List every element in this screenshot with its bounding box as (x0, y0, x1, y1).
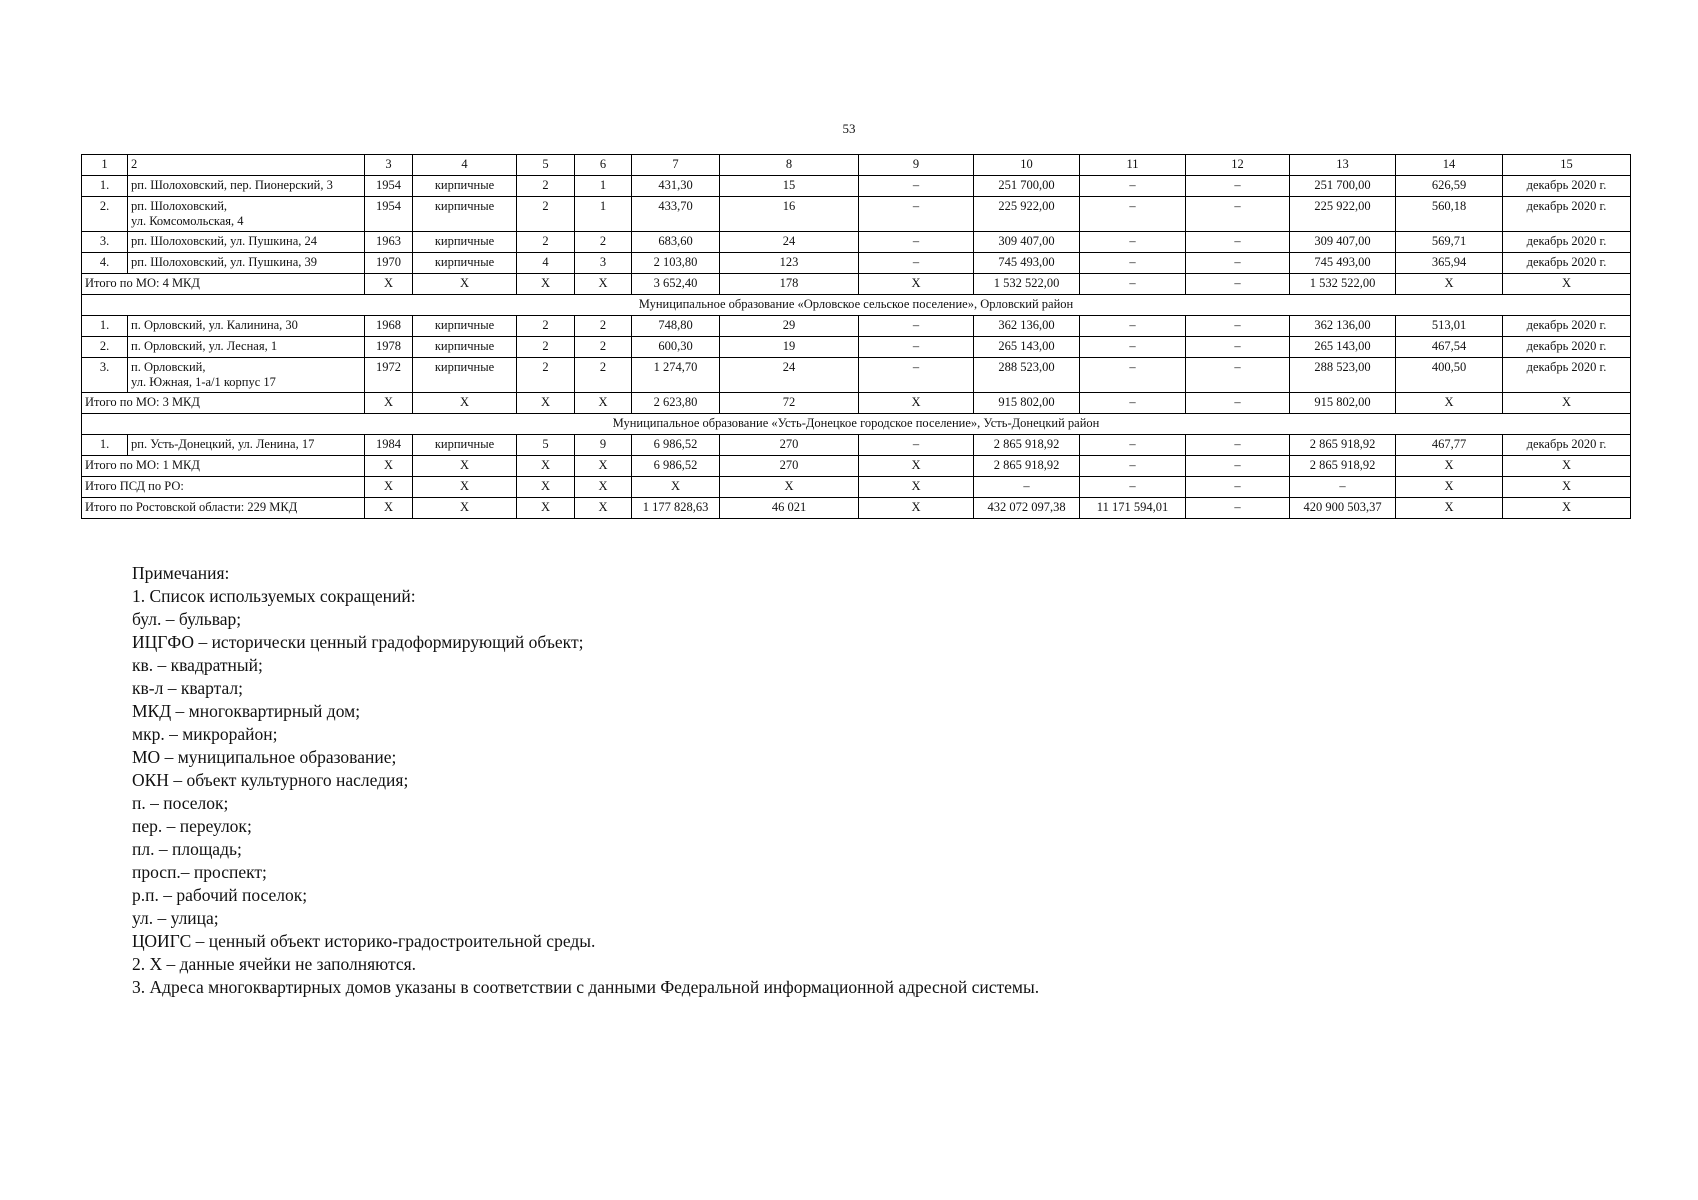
table-cell: 420 900 503,37 (1290, 498, 1396, 519)
table-cell: п. Орловский, ул. Калинина, 30 (128, 316, 365, 337)
table-cell: декабрь 2020 г. (1503, 316, 1631, 337)
table-cell: 2 (575, 316, 632, 337)
table-cell: – (1080, 176, 1186, 197)
table-cell: 1954 (365, 197, 413, 232)
table-cell: 11 (1080, 155, 1186, 176)
table-cell: – (1186, 393, 1290, 414)
table-cell: 1 (575, 197, 632, 232)
table-cell: – (1080, 316, 1186, 337)
table-cell: 4. (82, 253, 128, 274)
table-row (82, 232, 1631, 253)
table-cell: 467,77 (1396, 435, 1503, 456)
table-cell: 6 986,52 (632, 435, 720, 456)
note-line: 1. Список используемых сокращений: (132, 586, 416, 606)
table-cell: – (1080, 358, 1186, 393)
table-cell: 1968 (365, 316, 413, 337)
table-cell: X (859, 456, 974, 477)
table-cell: 2 (517, 358, 575, 393)
table-cell: – (859, 197, 974, 232)
note-line: п. – поселок; (132, 793, 229, 813)
table-cell: кирпичные (413, 176, 517, 197)
table-cell: 24 (720, 358, 859, 393)
table-cell: 11 171 594,01 (1080, 498, 1186, 519)
table-cell: 2 (575, 337, 632, 358)
table-cell: кирпичные (413, 435, 517, 456)
table-cell: 2 865 918,92 (974, 435, 1080, 456)
table-cell: – (1186, 176, 1290, 197)
table-cell: X (413, 393, 517, 414)
table-cell: рп. Усть-Донецкий, ул. Ленина, 17 (128, 435, 365, 456)
notes-heading: Примечания: (132, 563, 230, 583)
table-cell: 3 (575, 253, 632, 274)
table-cell: – (1186, 316, 1290, 337)
table-row (82, 253, 1631, 274)
table-cell: – (1080, 435, 1186, 456)
table-row (82, 435, 1631, 456)
table-cell: 1. (82, 435, 128, 456)
table-cell: X (1396, 393, 1503, 414)
table-cell: 2. (82, 337, 128, 358)
table-cell: 1970 (365, 253, 413, 274)
table-cell: 3 (365, 155, 413, 176)
table-cell: 8 (720, 155, 859, 176)
table-cell: 72 (720, 393, 859, 414)
table-cell: 2 (517, 316, 575, 337)
table-cell: рп. Шолоховский, ул. Пушкина, 24 (128, 232, 365, 253)
table-cell: X (575, 456, 632, 477)
table-cell: – (1186, 232, 1290, 253)
table-cell: – (1186, 358, 1290, 393)
table-cell: 2 865 918,92 (974, 456, 1080, 477)
table-cell: 560,18 (1396, 197, 1503, 232)
table-cell: 915 802,00 (1290, 393, 1396, 414)
table-cell: – (1186, 197, 1290, 232)
subtotal-row (82, 456, 1631, 477)
table-cell: 1954 (365, 176, 413, 197)
table-cell: 251 700,00 (1290, 176, 1396, 197)
region-total-row (82, 498, 1631, 519)
table-cell: 123 (720, 253, 859, 274)
table-cell: 19 (720, 337, 859, 358)
table-cell: Итого по МО: 1 МКД (82, 456, 365, 477)
table-cell: 5 (517, 435, 575, 456)
table-cell: X (632, 477, 720, 498)
table-cell: – (1186, 337, 1290, 358)
table-cell: Итого по МО: 3 МКД (82, 393, 365, 414)
table-cell: 6 (575, 155, 632, 176)
table-cell: X (365, 456, 413, 477)
table-cell: – (859, 253, 974, 274)
note-line: просп.– проспект; (132, 862, 267, 882)
table-cell: декабрь 2020 г. (1503, 337, 1631, 358)
table-cell: X (413, 456, 517, 477)
table-row (82, 358, 1631, 393)
table-cell: Муниципальное образование «Усть-Донецкое городское поселение», Усть-Донецкий район (82, 414, 1631, 435)
table-cell: X (517, 498, 575, 519)
table-cell: X (575, 498, 632, 519)
table-cell: X (859, 498, 974, 519)
table-cell: 14 (1396, 155, 1503, 176)
table-cell: 569,71 (1396, 232, 1503, 253)
table-cell: 365,94 (1396, 253, 1503, 274)
table-cell: – (859, 316, 974, 337)
note-line: ЦОИГС – ценный объект историко-градостроительной среды. (132, 931, 596, 951)
table-cell: – (1080, 232, 1186, 253)
table-cell: X (1396, 456, 1503, 477)
table-cell: 4 (517, 253, 575, 274)
note-line: мкр. – микрорайон; (132, 724, 278, 744)
table-cell: X (1503, 477, 1631, 498)
table-cell: 2 623,80 (632, 393, 720, 414)
note-line: бул. – бульвар; (132, 609, 242, 629)
table-cell: – (1080, 197, 1186, 232)
table-cell: 15 (720, 176, 859, 197)
table-cell: 251 700,00 (974, 176, 1080, 197)
table-cell: X (859, 477, 974, 498)
table-cell: 915 802,00 (974, 393, 1080, 414)
table-cell: 1 274,70 (632, 358, 720, 393)
table-cell: 2 103,80 (632, 253, 720, 274)
table-cell: 3. (82, 358, 128, 393)
table-cell: X (1503, 274, 1631, 295)
table-cell: 225 922,00 (1290, 197, 1396, 232)
psd-total-row (82, 477, 1631, 498)
section-header-row (82, 414, 1631, 435)
table-cell: – (859, 337, 974, 358)
table-row (82, 197, 1631, 232)
table-cell: 2 865 918,92 (1290, 456, 1396, 477)
table-cell: 467,54 (1396, 337, 1503, 358)
note-line: кв. – квадратный; (132, 655, 263, 675)
table-cell: 270 (720, 435, 859, 456)
table-cell: кирпичные (413, 197, 517, 232)
table-cell: Итого по Ростовской области: 229 МКД (82, 498, 365, 519)
table-cell: 10 (974, 155, 1080, 176)
table-cell: рп. Шолоховский, ул. Комсомольская, 4 (128, 197, 365, 232)
table-cell: 24 (720, 232, 859, 253)
table-cell: X (365, 498, 413, 519)
table-cell: 432 072 097,38 (974, 498, 1080, 519)
note-line: МО – муниципальное образование; (132, 747, 397, 767)
table-cell: 1 532 522,00 (1290, 274, 1396, 295)
table-cell: 288 523,00 (974, 358, 1080, 393)
table-cell: 683,60 (632, 232, 720, 253)
table-cell: рп. Шолоховский, ул. Пушкина, 39 (128, 253, 365, 274)
table-cell: 1984 (365, 435, 413, 456)
table-cell: – (1186, 477, 1290, 498)
table-cell: 600,30 (632, 337, 720, 358)
table-cell: 4 (413, 155, 517, 176)
table-cell: X (517, 274, 575, 295)
table-cell: X (575, 477, 632, 498)
table-cell: 15 (1503, 155, 1631, 176)
table-cell: 1 177 828,63 (632, 498, 720, 519)
table-cell: X (365, 393, 413, 414)
table-cell: кирпичные (413, 358, 517, 393)
table-cell: декабрь 2020 г. (1503, 232, 1631, 253)
table-cell: X (859, 393, 974, 414)
table-cell: X (1503, 456, 1631, 477)
table-cell: декабрь 2020 г. (1503, 435, 1631, 456)
table-cell: – (859, 232, 974, 253)
table-cell: 2 (575, 232, 632, 253)
table-cell: – (1080, 393, 1186, 414)
table-cell: 513,01 (1396, 316, 1503, 337)
note-line: кв-л – квартал; (132, 678, 244, 698)
table-cell: – (1080, 253, 1186, 274)
table-cell: X (365, 274, 413, 295)
table-cell: 1. (82, 316, 128, 337)
note-line: ул. – улица; (132, 908, 219, 928)
table-cell: 1978 (365, 337, 413, 358)
table-cell: 431,30 (632, 176, 720, 197)
table-cell: 2 (517, 176, 575, 197)
table-cell: Итого по МО: 4 МКД (82, 274, 365, 295)
table-cell: – (859, 176, 974, 197)
section-header-row (82, 295, 1631, 316)
table-cell: 745 493,00 (974, 253, 1080, 274)
housing-table (81, 154, 1631, 519)
table-cell: X (1396, 477, 1503, 498)
table-cell: X (1396, 274, 1503, 295)
table-cell: X (517, 456, 575, 477)
note-line: пер. – переулок; (132, 816, 252, 836)
table-cell: 12 (1186, 155, 1290, 176)
table-cell: кирпичные (413, 232, 517, 253)
subtotal-row (82, 393, 1631, 414)
table-cell: X (1503, 393, 1631, 414)
table-cell: 1963 (365, 232, 413, 253)
table-cell: – (1186, 498, 1290, 519)
table-cell: X (365, 477, 413, 498)
table-cell: кирпичные (413, 316, 517, 337)
table-cell: Итого ПСД по РО: (82, 477, 365, 498)
table-cell: – (859, 358, 974, 393)
table-cell: п. Орловский, ул. Лесная, 1 (128, 337, 365, 358)
table-body (82, 155, 1631, 519)
table-cell: – (1186, 435, 1290, 456)
table-row (82, 176, 1631, 197)
table-cell: п. Орловский, ул. Южная, 1-а/1 корпус 17 (128, 358, 365, 393)
table-cell: 2 (575, 358, 632, 393)
table-cell: X (720, 477, 859, 498)
table-row (82, 337, 1631, 358)
table-cell: 265 143,00 (1290, 337, 1396, 358)
table-cell: рп. Шолоховский, пер. Пионерский, 3 (128, 176, 365, 197)
table-cell: X (413, 274, 517, 295)
note-line: р.п. – рабочий поселок; (132, 885, 308, 905)
table-cell: X (575, 393, 632, 414)
table-cell: – (1186, 253, 1290, 274)
table-cell: 2 865 918,92 (1290, 435, 1396, 456)
table-cell: – (1080, 274, 1186, 295)
table-cell: 362 136,00 (1290, 316, 1396, 337)
table-cell: 270 (720, 456, 859, 477)
notes-section (132, 562, 1039, 999)
table-cell: 433,70 (632, 197, 720, 232)
table-cell: декабрь 2020 г. (1503, 197, 1631, 232)
table-cell: кирпичные (413, 253, 517, 274)
table-cell: – (859, 435, 974, 456)
table-cell: – (1290, 477, 1396, 498)
table-cell: – (1080, 456, 1186, 477)
note-line: пл. – площадь; (132, 839, 242, 859)
table-cell: кирпичные (413, 337, 517, 358)
table-cell: 1 (575, 176, 632, 197)
table-cell: 178 (720, 274, 859, 295)
table-cell: 46 021 (720, 498, 859, 519)
table-cell: 1 (82, 155, 128, 176)
note-line: 2. X – данные ячейки не заполняются. (132, 954, 417, 974)
table-cell: 288 523,00 (1290, 358, 1396, 393)
table-cell: 13 (1290, 155, 1396, 176)
table-cell: X (1396, 498, 1503, 519)
table-cell: 9 (859, 155, 974, 176)
table-cell: 2 (517, 232, 575, 253)
table-cell: – (1186, 274, 1290, 295)
table-cell: 748,80 (632, 316, 720, 337)
subtotal-row (82, 274, 1631, 295)
table-cell: 309 407,00 (974, 232, 1080, 253)
table-cell: 225 922,00 (974, 197, 1080, 232)
table-cell: 9 (575, 435, 632, 456)
table-cell: декабрь 2020 г. (1503, 358, 1631, 393)
table-cell: 1. (82, 176, 128, 197)
table-cell: декабрь 2020 г. (1503, 176, 1631, 197)
table-cell: 5 (517, 155, 575, 176)
table-cell: 3. (82, 232, 128, 253)
note-line: 3. Адреса многоквартирных домов указаны в соответствии с данными Федеральной информационной адресной системы. (132, 977, 1040, 997)
table-cell: – (974, 477, 1080, 498)
table-cell: декабрь 2020 г. (1503, 253, 1631, 274)
table-cell: 309 407,00 (1290, 232, 1396, 253)
note-line: МКД – многоквартирный дом; (132, 701, 361, 721)
table-cell: X (575, 274, 632, 295)
header-row (82, 155, 1631, 176)
note-line: ИЦГФО – исторически ценный градоформирующий объект; (132, 632, 584, 652)
table-cell: 2. (82, 197, 128, 232)
table-cell: 1 532 522,00 (974, 274, 1080, 295)
table-cell: 16 (720, 197, 859, 232)
table-cell: X (517, 393, 575, 414)
table-cell: 400,50 (1396, 358, 1503, 393)
table-cell: 2 (517, 197, 575, 232)
table-cell: 7 (632, 155, 720, 176)
table-cell: X (1503, 498, 1631, 519)
table-cell: X (517, 477, 575, 498)
table-cell: X (413, 477, 517, 498)
table-row (82, 316, 1631, 337)
table-cell: 2 (128, 155, 365, 176)
table-cell: 3 652,40 (632, 274, 720, 295)
table-cell: 626,59 (1396, 176, 1503, 197)
table-cell: 745 493,00 (1290, 253, 1396, 274)
table-cell: 2 (517, 337, 575, 358)
table-cell: 362 136,00 (974, 316, 1080, 337)
table-cell: 265 143,00 (974, 337, 1080, 358)
table-cell: Муниципальное образование «Орловское сельское поселение», Орловский район (82, 295, 1631, 316)
table-cell: X (859, 274, 974, 295)
table-cell: – (1080, 477, 1186, 498)
table-cell: X (413, 498, 517, 519)
table-cell: 6 986,52 (632, 456, 720, 477)
page-number: 53 (842, 121, 856, 136)
table-cell: 29 (720, 316, 859, 337)
table-cell: – (1186, 456, 1290, 477)
table-cell: – (1080, 337, 1186, 358)
table-cell: 1972 (365, 358, 413, 393)
note-line: ОКН – объект культурного наследия; (132, 770, 409, 790)
